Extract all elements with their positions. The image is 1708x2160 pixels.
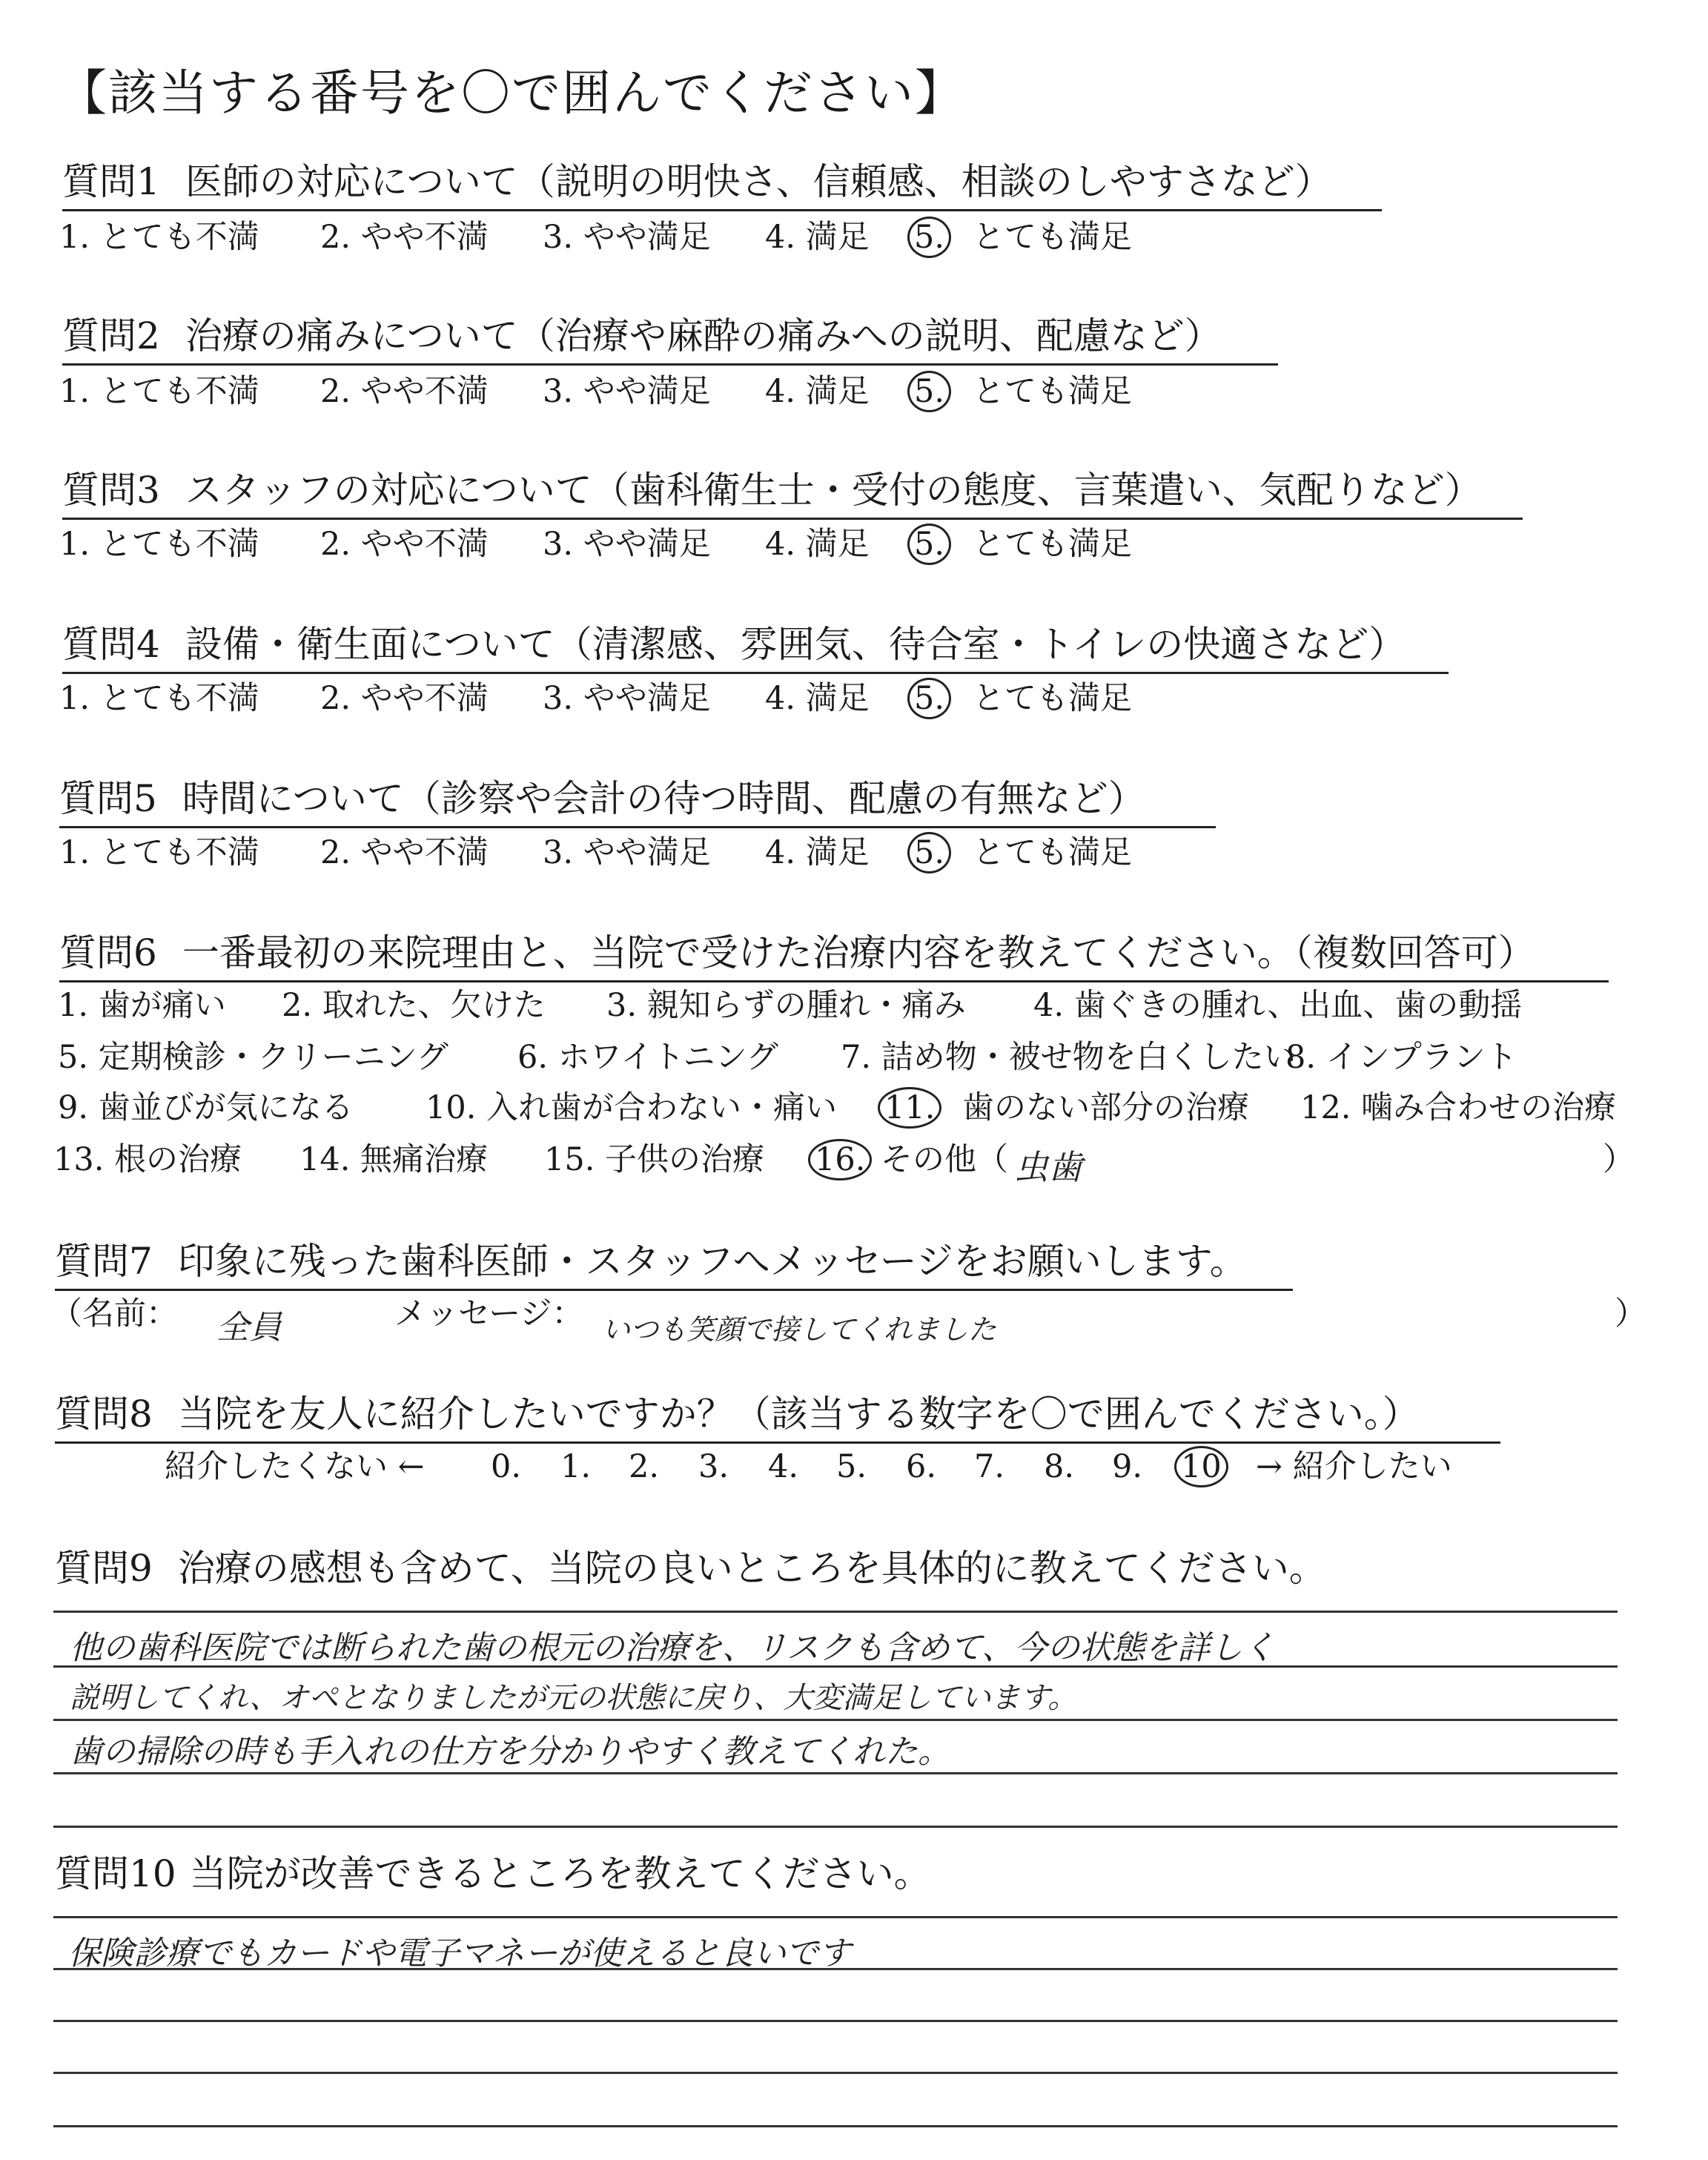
scale-10-selected[interactable]: 10 <box>1179 1446 1228 1487</box>
option-3[interactable]: 3. 親知らずの腫れ・痛み <box>606 987 966 1024</box>
answer-line <box>53 2020 1618 2022</box>
option-5-label: とても満足 <box>973 373 1132 410</box>
option-11-selected[interactable]: 11. <box>882 1087 941 1129</box>
option-5-selected[interactable]: 5. <box>912 217 951 258</box>
question-8-title <box>55 1391 1500 1444</box>
question-text: 時間について（診察や会計の待つ時間、配慮の有無など） <box>182 777 1145 820</box>
option-4[interactable]: 4. 満足 <box>765 526 870 563</box>
option-3[interactable]: 3. やや満足 <box>543 373 711 410</box>
option-15[interactable]: 15. 子供の治療 <box>544 1141 765 1178</box>
message-value-handwritten[interactable]: いつも笑顔で接してくれました <box>602 1313 997 1346</box>
option-2[interactable]: 2. 取れた、欠けた <box>282 987 546 1024</box>
option-1[interactable]: 1. とても不満 <box>59 373 259 410</box>
question-4-title <box>62 621 1449 674</box>
option-5-label: とても満足 <box>973 680 1132 717</box>
scale-4[interactable]: 4. <box>768 1448 799 1485</box>
option-16-label: その他（ <box>881 1141 1008 1178</box>
question-text: 当院が改善できるところを教えてください。 <box>189 1852 931 1895</box>
option-5-selected[interactable]: 5. <box>912 832 951 873</box>
question-number: 質問8 <box>55 1393 153 1436</box>
message-label: メッセージ： <box>394 1295 584 1332</box>
option-4[interactable]: 4. 満足 <box>765 373 870 410</box>
answer-line <box>53 1916 1618 1918</box>
question-text: 設備・衛生面について（清潔感、雰囲気、待合室・トイレの快適さなど） <box>185 623 1406 666</box>
question-number: 質問6 <box>59 931 157 974</box>
answer-line <box>53 1772 1618 1774</box>
close-paren: ） <box>1615 1295 1646 1332</box>
question-number: 質問2 <box>62 314 160 357</box>
answer-line-2-handwritten[interactable]: 説明してくれ、オペとなりましたが元の状態に戻り、大変満足しています。 <box>70 1681 1078 1715</box>
question-6-title <box>59 930 1609 982</box>
question-number: 質問4 <box>62 623 160 666</box>
question-2-title <box>62 313 1278 366</box>
question-number: 質問7 <box>55 1240 153 1283</box>
option-5-label: とても満足 <box>973 219 1132 256</box>
option-1[interactable]: 1. とても不満 <box>59 526 259 563</box>
option-12[interactable]: 12. 噛み合わせの治療 <box>1300 1089 1617 1126</box>
question-3-title <box>62 467 1523 520</box>
option-10[interactable]: 10. 入れ歯が合わない・痛い <box>426 1089 838 1126</box>
option-4[interactable]: 4. 歯ぐきの腫れ、出血、歯の動揺 <box>1033 987 1523 1024</box>
question-number: 質問3 <box>62 469 160 512</box>
other-answer-handwritten[interactable]: 虫歯 <box>1014 1147 1082 1187</box>
answer-line <box>53 1826 1618 1828</box>
scale-3[interactable]: 3. <box>698 1448 729 1485</box>
option-2[interactable]: 2. やや不満 <box>320 526 489 563</box>
name-label: （名前： <box>50 1295 178 1332</box>
option-2[interactable]: 2. やや不満 <box>320 373 489 410</box>
question-text: 一番最初の来院理由と、当院で受けた治療内容を教えてください。（複数回答可） <box>182 931 1535 974</box>
scale-7[interactable]: 7. <box>974 1448 1005 1485</box>
option-5-label: とても満足 <box>973 834 1132 871</box>
answer-line <box>53 1719 1618 1721</box>
answer-line <box>53 1611 1618 1613</box>
answer-line <box>53 2072 1618 2074</box>
name-value-handwritten[interactable]: 全員 <box>216 1309 282 1347</box>
option-7[interactable]: 7. 詰め物・被せ物を白くしたい <box>841 1039 1296 1076</box>
question-10-title <box>55 1851 931 1901</box>
page-title: 【該当する番号を〇で囲んでください】 <box>58 65 965 122</box>
option-3[interactable]: 3. やや満足 <box>543 834 711 871</box>
close-paren: ） <box>1603 1141 1635 1178</box>
option-1[interactable]: 1. とても不満 <box>59 680 259 717</box>
option-4[interactable]: 4. 満足 <box>765 680 870 717</box>
scale-9[interactable]: 9. <box>1112 1448 1143 1485</box>
option-2[interactable]: 2. やや不満 <box>320 680 489 717</box>
option-11-label: 歯のない部分の治療 <box>962 1089 1249 1126</box>
scale-5[interactable]: 5. <box>836 1448 867 1485</box>
scale-0[interactable]: 0. <box>491 1448 522 1485</box>
question-7-title <box>55 1238 1293 1291</box>
question-text: 医師の対応について（説明の明快さ、信頼感、相談のしやすさなど） <box>185 160 1332 203</box>
option-5-label: とても満足 <box>973 526 1132 563</box>
option-5-selected[interactable]: 5. <box>912 524 951 565</box>
answer-line-3-handwritten[interactable]: 歯の掃除の時も手入れの仕方を分かりやすく教えてくれた。 <box>70 1733 950 1771</box>
question-number: 質問9 <box>55 1547 153 1590</box>
scale-left-label: 紹介したくない ← <box>165 1448 425 1485</box>
question-text: 治療の感想も含めて、当院の良いところを具体的に教えてください。 <box>177 1547 1326 1590</box>
scale-6[interactable]: 6. <box>906 1448 937 1485</box>
scale-2[interactable]: 2. <box>629 1448 660 1485</box>
answer-line <box>53 2125 1618 2127</box>
question-text: 当院を友人に紹介したいですか？（該当する数字を〇で囲んでください。） <box>177 1393 1420 1436</box>
question-number: 質問5 <box>59 777 157 820</box>
option-6[interactable]: 6. ホワイトニング <box>517 1039 778 1076</box>
option-5[interactable]: 5. 定期検診・クリーニング <box>58 1039 448 1076</box>
option-1[interactable]: 1. 歯が痛い <box>58 987 226 1024</box>
option-2[interactable]: 2. やや不満 <box>320 219 489 256</box>
option-3[interactable]: 3. やや満足 <box>543 680 711 717</box>
question-text: 治療の痛みについて（治療や麻酔の痛みへの説明、配慮など） <box>185 314 1222 357</box>
option-13[interactable]: 13. 根の治療 <box>53 1141 242 1178</box>
option-3[interactable]: 3. やや満足 <box>543 219 711 256</box>
scale-right-label: → 紹介したい <box>1256 1448 1452 1485</box>
improvement-answer-handwritten[interactable]: 保険診療でもカードや電子マネーが使えると良いです <box>68 1935 851 1972</box>
option-4[interactable]: 4. 満足 <box>765 834 870 871</box>
scale-1[interactable]: 1. <box>560 1448 592 1485</box>
question-1-title <box>62 159 1382 211</box>
question-text: 印象に残った歯科医師・スタッフへメッセージをお願いします。 <box>177 1240 1247 1283</box>
option-5-selected[interactable]: 5. <box>912 371 951 412</box>
option-5-selected[interactable]: 5. <box>912 678 951 719</box>
option-3[interactable]: 3. やや満足 <box>543 526 711 563</box>
question-9-title <box>55 1545 1326 1596</box>
question-number: 質問10 <box>55 1852 176 1895</box>
option-1[interactable]: 1. とても不満 <box>59 219 259 256</box>
scale-8[interactable]: 8. <box>1044 1448 1075 1485</box>
option-14[interactable]: 14. 無痛治療 <box>299 1141 489 1178</box>
option-1[interactable]: 1. とても不満 <box>59 834 259 871</box>
option-9[interactable]: 9. 歯並びが気になる <box>58 1089 354 1126</box>
option-16-selected[interactable]: 16. <box>812 1139 872 1180</box>
question-text: スタッフの対応について（歯科衛生士・受付の態度、言葉遣い、気配りなど） <box>185 469 1482 512</box>
option-8[interactable]: 8. インプラント <box>1285 1039 1517 1076</box>
option-2[interactable]: 2. やや不満 <box>320 834 489 871</box>
question-5-title <box>59 776 1216 828</box>
answer-line-1-handwritten[interactable]: 他の歯科医院では断られた歯の根元の治療を、リスクも含めて、今の状態を詳しく <box>70 1629 1276 1667</box>
question-number: 質問1 <box>62 160 160 203</box>
option-4[interactable]: 4. 満足 <box>765 219 870 256</box>
